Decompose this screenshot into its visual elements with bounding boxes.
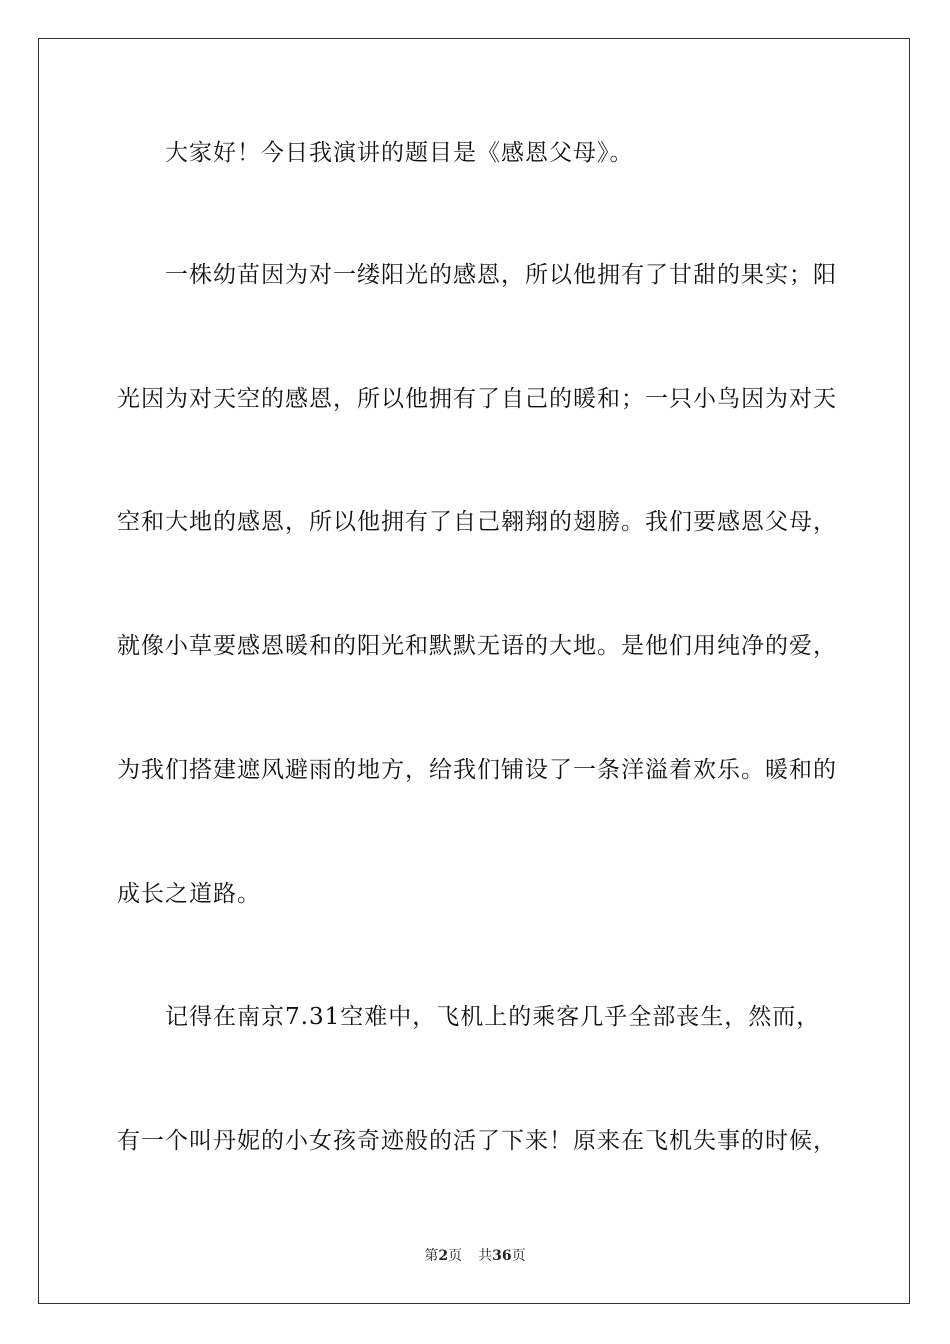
total-pages: 36: [492, 1248, 512, 1264]
text-line: 光因为对天空的感恩，所以他拥有了自己的暖和；一只小鸟因为对天: [117, 386, 837, 412]
text-line: 有一个叫丹妮的小女孩奇迹般的活了下来！原来在飞机失事的时候，: [117, 1128, 837, 1154]
text-line: 一株幼苗因为对一缕阳光的感恩，所以他拥有了甘甜的果实；阳: [165, 262, 837, 288]
page-footer: [0, 1246, 950, 1266]
page-suffix: 页: [448, 1248, 463, 1264]
text-line: 就像小草要感恩暖和的阳光和默默无语的大地。是他们用纯净的爱，: [117, 633, 837, 659]
text-line: 成长之道路。: [117, 881, 261, 907]
text-line: 空和大地的感恩，所以他拥有了自己翱翔的翅膀。我们要感恩父母，: [117, 509, 837, 535]
text-line: 为我们搭建遮风避雨的地方，给我们铺设了一条洋溢着欢乐。暖和的: [117, 757, 837, 783]
page-prefix: 第: [424, 1248, 439, 1264]
total-prefix: 共: [478, 1248, 493, 1264]
page-number: 2: [438, 1248, 449, 1264]
text-line: 记得在南京7.31空难中，飞机上的乘客几乎全部丧生，然而，: [165, 1004, 821, 1030]
total-suffix: 页: [511, 1248, 526, 1264]
page-border: [38, 38, 910, 1304]
paragraph-greeting: 大家好！今日我演讲的题目是《感恩父母》。: [165, 140, 634, 166]
